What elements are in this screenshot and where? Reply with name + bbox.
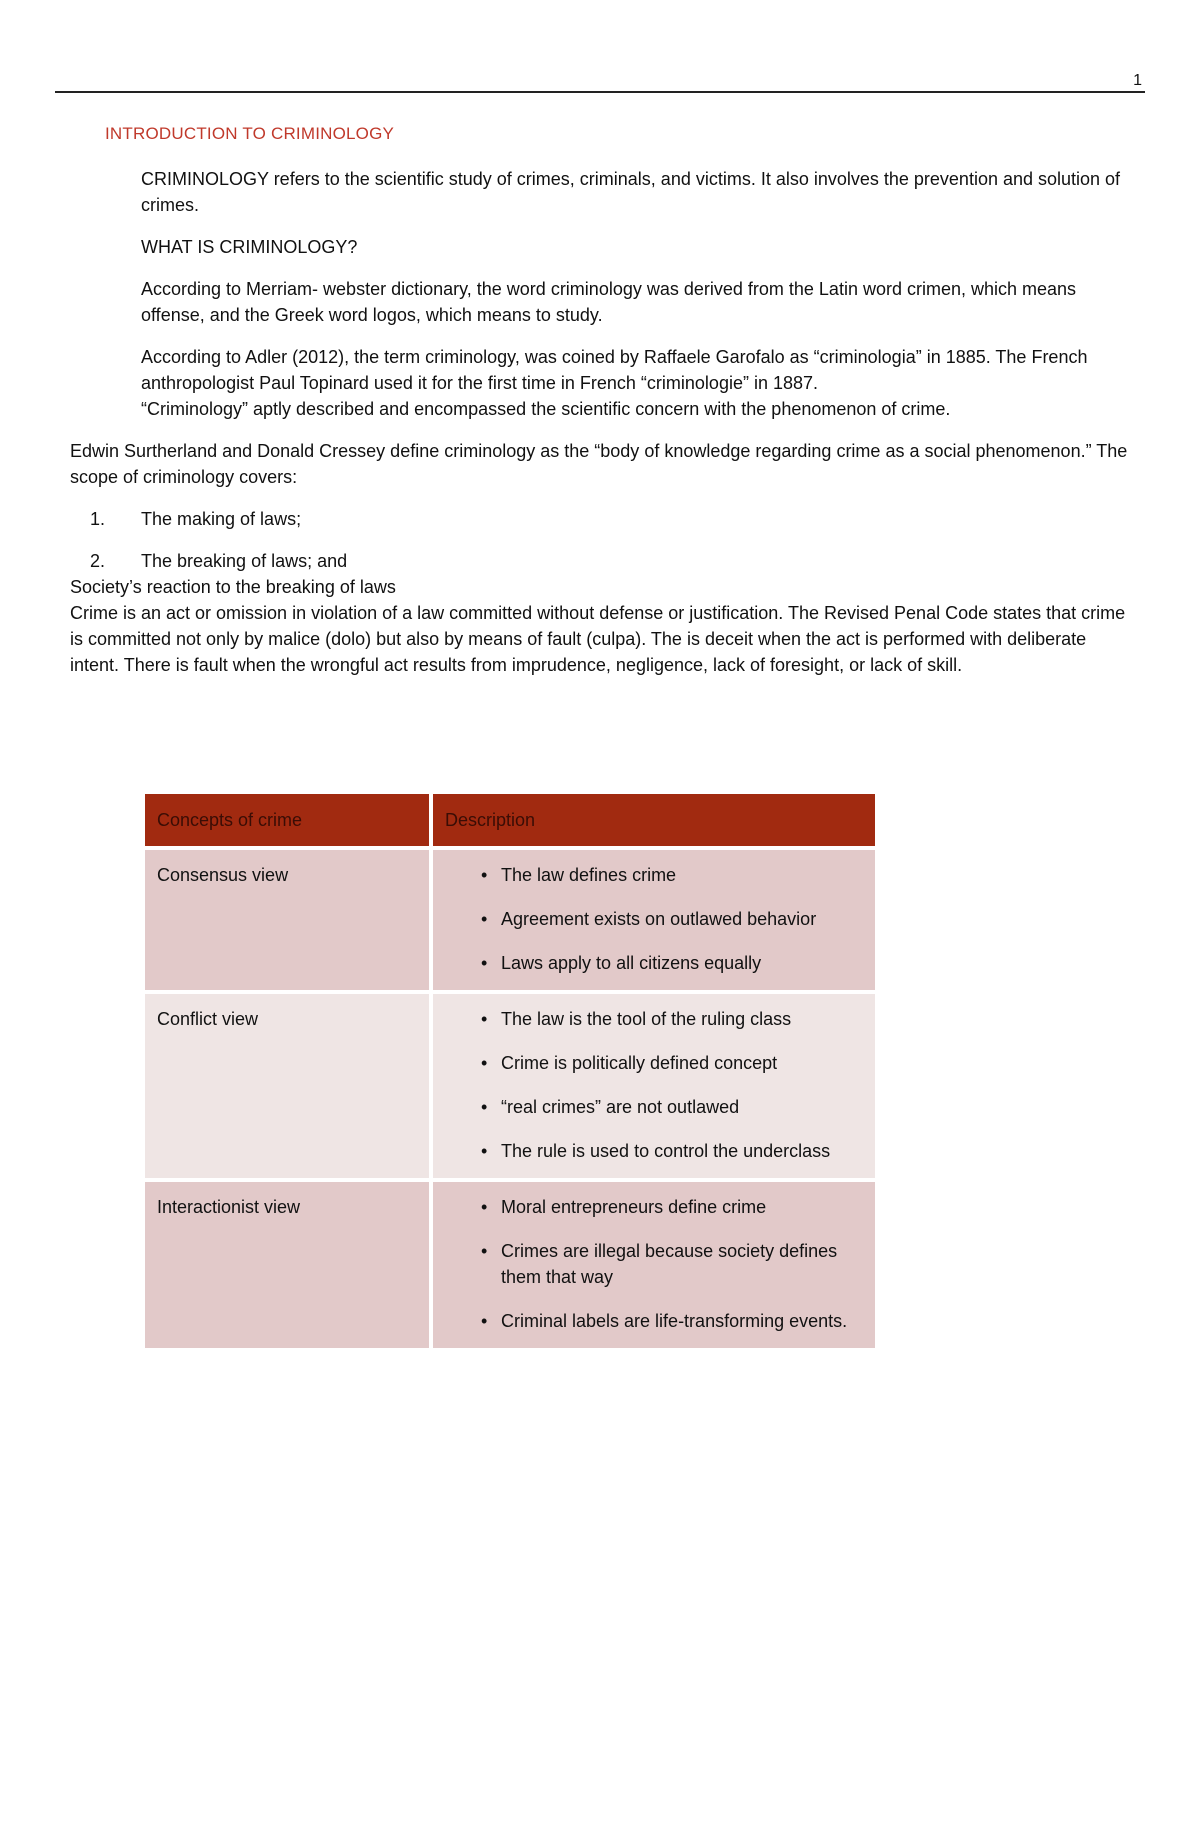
list-item [445,950,863,976]
list-item [445,1308,863,1334]
concept-cell: Interactionist view [145,1182,429,1348]
list-item [70,506,1200,532]
header-rule [55,91,1145,93]
list-item [445,1006,863,1032]
list-number: 1. [90,509,106,529]
list-item [445,1194,863,1220]
table-row [145,850,875,990]
table-header-row [145,794,875,846]
question-heading: WHAT IS CRIMINOLOGY? [141,237,358,257]
list-text: The making of laws; [141,509,302,529]
scope-list [70,506,1200,574]
merriam-paragraph: According to Merriam- webster dictionary, the word criminology was derived from the Latin word crimen, which means offense, and the Greek word logos, which means to study. [141,279,1077,325]
bullet-text: Crimes are illegal because society defines them that way [501,1241,838,1287]
table-row [145,1182,875,1348]
bullet-icon: • [481,1009,488,1029]
bullet-text: The law is the tool of the ruling class [501,1009,792,1029]
bullet-icon: • [481,1197,488,1217]
list-item [445,1050,863,1076]
crime-definition-paragraph: Crime is an act or omission in violation of a law committed without defense or justification. The Revised Penal Code states that crime is committed not only by malice (dolo) but also by means of fault (culpa). The is deceit when the act is performed with deliberate intent. There is fault when the wrongful act results from imprudence, negligence, lack of foresight, or lack of skill. [70,603,1126,675]
list-text: The breaking of laws; and [141,551,348,571]
definition-paragraph: CRIMINOLOGY refers to the scientific study of crimes, criminals, and victims. It also involves the prevention and solution of crimes. [141,169,1121,215]
list-number: 2. [90,551,106,571]
bullet-text: Moral entrepreneurs define crime [501,1197,767,1217]
column-header-description: Description [433,794,875,846]
society-paragraph: Society’s reaction to the breaking of laws [70,577,396,597]
bullet-icon: • [481,1053,488,1073]
concepts-table [141,790,879,1352]
bullet-text: Crime is politically defined concept [501,1053,778,1073]
bullet-text: The law defines crime [501,865,677,885]
adler-paragraph: According to Adler (2012), the term criminology, was coined by Raffaele Garofalo as “criminologia” in 1885. The French anthropologist Paul Topinard used it for the first time in French “criminologie” in 1887. [141,347,1088,393]
list-item [445,1138,863,1164]
list-item [445,1094,863,1120]
list-item [445,906,863,932]
bullet-text: Criminal labels are life-transforming events. [501,1311,848,1331]
document-title: INTRODUCTION TO CRIMINOLOGY [105,124,395,143]
intro-section [141,166,1130,422]
bullet-icon: • [481,909,488,929]
bullet-icon: • [481,1241,488,1261]
page-number: 1 [1133,72,1142,89]
bullet-text: “real crimes” are not outlawed [501,1097,740,1117]
bullet-text: Agreement exists on outlawed behavior [501,909,817,929]
description-cell [433,994,875,1178]
sutherland-paragraph: Edwin Surtherland and Donald Cressey define criminology as the “body of knowledge regarding crime as a social phenomenon.” The scope of criminology covers: [70,441,1128,487]
concept-cell: Consensus view [145,850,429,990]
adler-paragraph-continued: “Criminology” aptly described and encompassed the scientific concern with the phenomenon of crime. [141,399,951,419]
list-item [445,862,863,888]
column-header-concepts: Concepts of crime [145,794,429,846]
bullet-icon: • [481,865,488,885]
bullet-text: Laws apply to all citizens equally [501,953,762,973]
bullet-icon: • [481,1097,488,1117]
concept-cell: Conflict view [145,994,429,1178]
description-cell [433,1182,875,1348]
list-item [70,548,1200,574]
document-body [0,122,1200,678]
bullet-icon: • [481,953,488,973]
list-item [445,1238,863,1290]
bullet-icon: • [481,1141,488,1161]
bullet-icon: • [481,1311,488,1331]
description-cell [433,850,875,990]
table-row [145,994,875,1178]
bullet-text: The rule is used to control the underclass [501,1141,831,1161]
